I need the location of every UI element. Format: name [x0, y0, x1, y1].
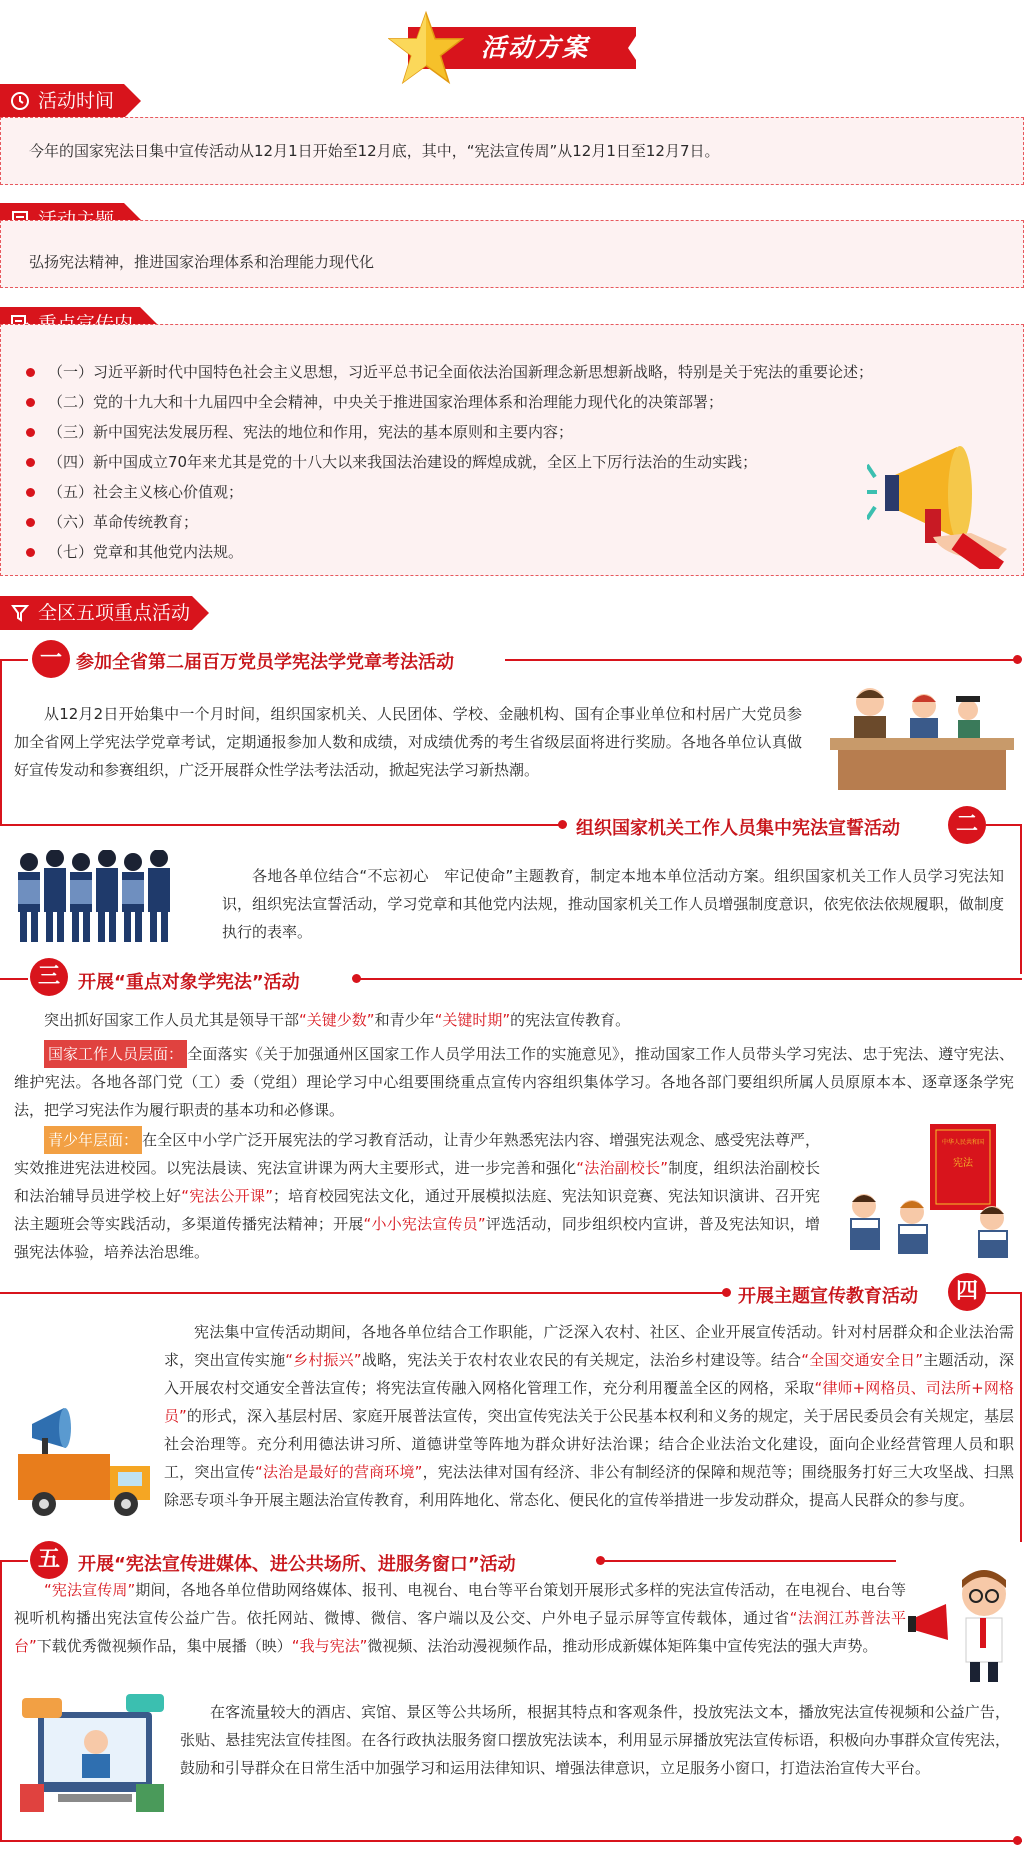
divider	[505, 659, 1015, 661]
activity-highlight: “法润江苏普法平台”	[14, 1609, 906, 1655]
divider-dot	[558, 820, 567, 829]
clock-icon	[10, 91, 30, 111]
section-label-activities: 全区五项重点活动	[38, 602, 191, 624]
activity-paragraph-officials	[14, 1040, 1014, 1124]
list-item: （四）新中国成立70年来尤其是党的十八大以来我国法治建设的辉煌成就，全区上下厉行法治的生动实践；	[26, 447, 926, 477]
theme-box	[0, 220, 1024, 288]
divider-dot	[1013, 655, 1022, 664]
divider	[0, 659, 28, 661]
activity-number-badge: 二	[948, 806, 986, 844]
divider	[1020, 824, 1022, 974]
activity-text: 的形式，深入基层村居、家庭开展普法宣传，突出宣传宪法关于公民基本权利和义务的规定，关于居民委员会有关规定，基层社会治理等。充分利用德法讲习所、道德讲堂等阵地为群众讲好法治课；结合企业法治文化建设，面向企业经营管理人员和职工，突出宣传	[164, 1407, 1014, 1481]
divider	[986, 1292, 1022, 1294]
list-item: （七）党章和其他党内法规。	[26, 537, 926, 567]
activity-intro	[14, 1006, 1014, 1034]
star-icon	[388, 10, 464, 86]
activity-highlight: “全国交通安全日”	[801, 1351, 924, 1369]
divider	[0, 1560, 2, 1840]
time-box	[0, 117, 1024, 185]
list-item: （六）革命传统教育；	[26, 507, 926, 537]
activity-paragraph	[14, 1318, 1014, 1514]
activity-paragraph	[14, 1576, 906, 1660]
megaphone-illustration	[867, 437, 1017, 569]
time-text: 今年的国家宪法日集中宣传活动从12月1日开始至12月底，其中，“宪法宣传周”从12月1日至12月7日。	[29, 142, 720, 160]
activity-text: 主题活动，深入开展农村交通安全普法宣传；将宪法宣传融入网格化管理工作，充分利用覆盖全区的网格，采取	[164, 1351, 1014, 1397]
youth-highlight: “宪法公开课”	[181, 1187, 273, 1205]
exam-classroom-illustration	[820, 680, 1016, 792]
youth-text: 评选活动，同步组织校内宣讲，普及宪法知识，增强宪法体验，培养法治思维。	[14, 1215, 820, 1261]
activity-text: ，宪法法律对国有经济、非公有制经济的保障和规范等；围绕服务打好三大攻坚战、扫黑除恶专项斗争开展主题法治宣传教育，利用阵地化、常态化、便民化的宣传举措进一步发动群众，提高人民群众的参与度。	[164, 1463, 1014, 1509]
activity-highlight: “宪法宣传周”	[44, 1581, 136, 1599]
activity-title: 开展“重点对象学宪法”活动	[78, 972, 300, 993]
activity-highlight: “律师+网格员、司法所+网格员”	[164, 1379, 1014, 1425]
activity-title: 开展主题宣传教育活动	[738, 1286, 918, 1307]
intro-highlight: “关键少数”	[299, 1011, 375, 1029]
youth-highlight: “法治副校长”	[576, 1159, 669, 1177]
students-constitution-illustration	[842, 1120, 1018, 1260]
page-title: 活动方案	[480, 33, 589, 62]
divider-dot	[722, 1288, 731, 1297]
activity-number-badge: 一	[32, 640, 70, 678]
youth-text: ；培育校园宪法文化，通过开展模拟法庭、宪法知识竞赛、宪法知识演讲、召开宪法主题班会等实践活动，多渠道传播宪法精神；开展	[14, 1187, 820, 1233]
section-tag-activities	[0, 596, 192, 630]
content-list	[26, 357, 926, 567]
activity-paragraph: 从12月2日开始集中一个月时间，组织国家机关、人民团体、学校、金融机构、国有企事业单位和村居广大党员参加全省网上学宪法学党章考试，定期通报参加人数和成绩，对成绩优秀的考生省级层面将进行奖励。各地各单位认真做好宣传发动和参赛组织，广泛开展群众性学法考法活动，掀起宪法学习新热潮。	[14, 705, 802, 779]
banner-fold	[628, 27, 642, 69]
book-cover-word: 宪法	[953, 1158, 973, 1169]
divider	[0, 824, 560, 826]
list-item: （三）新中国宪法发展历程、宪法的地位和作用，宪法的基本原则和主要内容；	[26, 417, 926, 447]
theme-text: 弘扬宪法精神，推进国家治理体系和治理能力现代化	[29, 253, 375, 271]
divider	[986, 824, 1022, 826]
intro-highlight: “关键时期”	[434, 1011, 511, 1029]
youth-text: 在全区中小学广泛开展宪法的学习教育活动，让青少年熟悉宪法内容、增强宪法观念、感受宪法尊严，实效推进宪法进校园。以宪法晨读、宪法宣讲课为两大主要形式，进一步完善和强化	[14, 1131, 820, 1177]
activity-paragraph: 各地各单位结合“不忘初心 牢记使命”主题教育，制定本地本单位活动方案。组织国家机关工作人员学习宪法知识，组织宪法宣誓活动，学习党章和其他党内法规，推动国家机关工作人员增强制度意识，依宪依法依规履职，做制度执行的表率。	[222, 867, 1004, 941]
list-item: （二）党的十九大和十九届四中全会精神，中央关于推进国家治理体系和治理能力现代化的决策部署；	[26, 387, 926, 417]
activity-text: 下载优秀微视频作品，集中展播（映）	[36, 1637, 292, 1655]
activity-text: 战略，宪法关于农村农业农民的有关规定，法治乡村建设等。结合	[361, 1351, 802, 1369]
divider	[0, 659, 2, 825]
activity-number-badge: 五	[30, 1541, 68, 1579]
intro-text: 突出抓好国家工作人员尤其是领导干部	[44, 1011, 300, 1029]
divider	[604, 1560, 896, 1562]
section-tag-time	[0, 84, 124, 118]
oath-crowd-illustration	[14, 850, 198, 944]
divider	[0, 1292, 724, 1294]
officials-level-text: 全面落实《关于加强通州区国家工作人员学用法工作的实施意见》，推动国家工作人员带头学习宪法、忠于宪法、遵守宪法、维护宪法。各地各部门党（工）委（党组）理论学习中心组要围绕重点宣传内容组织集体学习。各地各部门要组织所属人员原原本本、逐章逐条学宪法，把学习宪法作为履行职责的基本功和必修课。	[14, 1045, 1014, 1119]
activity-highlight: “乡村振兴”	[285, 1351, 362, 1369]
media-screen-illustration	[18, 1694, 166, 1814]
divider-dot	[1013, 1836, 1022, 1845]
activity-title: 参加全省第二届百万党员学宪法学党章考法活动	[76, 652, 454, 673]
activity-title: 开展“宪法宣传进媒体、进公共场所、进服务窗口”活动	[78, 1554, 516, 1575]
divider	[0, 1840, 1022, 1842]
activity-text: 宪法集中宣传活动期间，各地各单位结合工作职能，广泛深入农村、社区、企业开展宣传活动。针对村居群众和企业法治需求，突出宣传实施	[164, 1323, 1014, 1369]
list-item: （五）社会主义核心价值观；	[26, 477, 926, 507]
content-box	[0, 324, 1024, 576]
officials-level-label: 国家工作人员层面：	[44, 1040, 187, 1068]
youth-text: 制度，组织法治副校长和法治辅导员进学校上好	[14, 1159, 820, 1205]
cartoon-man-megaphone-illustration	[906, 1560, 1018, 1684]
book-cover-title: 中华人民共和国	[941, 1139, 985, 1146]
section-label-time: 活动时间	[38, 90, 115, 112]
activity-highlight: “法治是最好的营商环境”	[255, 1463, 423, 1481]
activity-number-badge: 三	[30, 958, 68, 996]
divider	[0, 1560, 28, 1562]
youth-level-label: 青少年层面：	[44, 1126, 142, 1154]
activity-paragraph: 在客流量较大的酒店、宾馆、景区等公共场所，根据其特点和客观条件，投放宪法文本，播放宪法宣传视频和公益广告，张贴、悬挂宪法宣传挂图。在各行政执法服务窗口摆放宪法读本，利用显示屏播放宪法宣传标语，积极向办事群众宣传宪法，鼓励和引导群众在日常生活中加强学习和运用法律知识、增强法律意识，立足服务小窗口，打造法治宣传大平台。	[180, 1703, 1010, 1777]
divider	[0, 978, 28, 980]
divider	[1020, 1292, 1022, 1542]
flag-icon	[10, 603, 30, 623]
divider	[360, 978, 1022, 980]
activity-paragraph-youth	[14, 1126, 820, 1266]
activity-highlight: “我与宪法”	[291, 1637, 368, 1655]
youth-highlight: “小小宪法宣传员”	[363, 1215, 486, 1233]
intro-text: 的宪法宣传教育。	[510, 1011, 631, 1029]
activity-text: 微视频、法治动漫视频作品，推动形成新媒体矩阵集中宣传宪法的强大声势。	[367, 1637, 878, 1655]
activity-text: 期间，各地各单位借助网络媒体、报刊、电视台、电台等平台策划开展形式多样的宪法宣传活动，在电视台、电台等视听机构播出宪法宣传公益广告。依托网站、微博、微信、客户端以及公交、户外电子显示屏等宣传载体，通过省	[14, 1581, 906, 1627]
activity-title: 组织国家机关工作人员集中宪法宣誓活动	[576, 818, 900, 839]
activity-number-badge: 四	[948, 1273, 986, 1311]
intro-text: 和青少年	[374, 1011, 435, 1029]
list-item: （一）习近平新时代中国特色社会主义思想，习近平总书记全面依法治国新理念新思想新战略，特别是关于宪法的重要论述；	[26, 357, 926, 387]
